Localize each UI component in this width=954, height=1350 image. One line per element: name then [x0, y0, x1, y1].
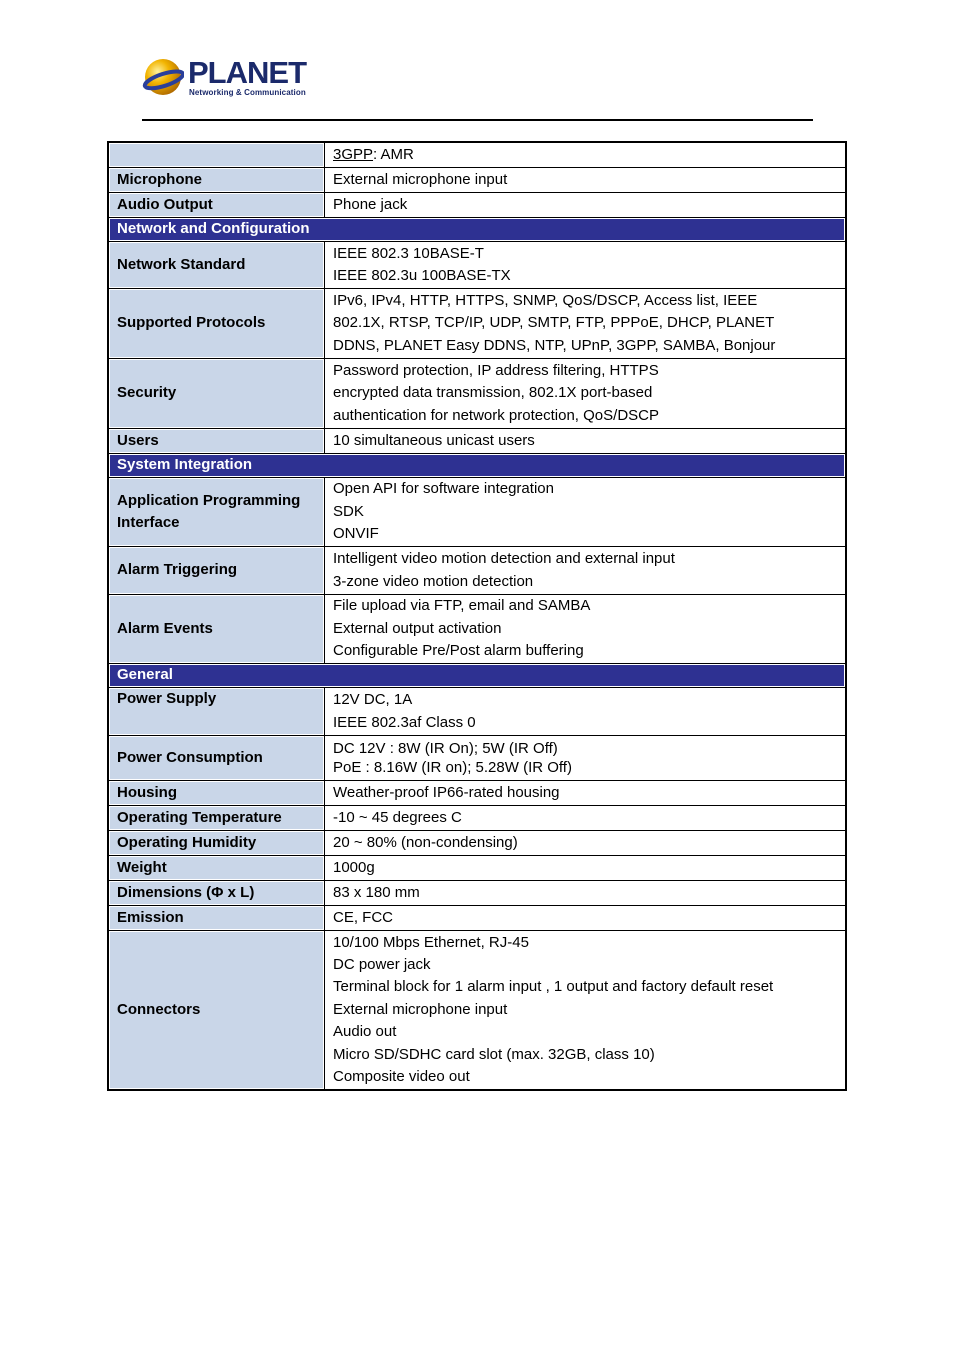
label-line: Application Programming — [117, 491, 301, 509]
table-row — [109, 193, 845, 218]
value-line: DC 12V : 8W (IR On); 5W (IR Off) — [333, 740, 558, 757]
value-line: DC power jack — [333, 955, 431, 973]
value-line: Intelligent video motion detection and external input — [333, 550, 675, 568]
spec-value — [325, 595, 845, 664]
table-row — [109, 806, 845, 831]
table-row — [109, 906, 845, 931]
section-title: System Integration — [109, 454, 845, 478]
value-line: File upload via FTP, email and SAMBA — [333, 597, 591, 615]
value-line: IEEE 802.3u 100BASE-TX — [333, 267, 511, 284]
spec-value — [325, 359, 845, 429]
spec-value — [325, 736, 845, 781]
brand-tagline: Networking & Communication — [189, 88, 306, 97]
value-line: Composite video out — [333, 1068, 470, 1086]
value-line: IPv6, IPv4, HTTP, HTTPS, SNMP, QoS/DSCP, Access list, IEEE — [333, 291, 758, 309]
value-line: SDK — [333, 502, 364, 520]
spec-label: Weight — [109, 856, 325, 881]
value-line: Terminal block for 1 alarm input , 1 output and factory default reset — [333, 978, 774, 996]
brand-name: PLANET — [188, 55, 306, 90]
spec-label: Operating Humidity — [109, 831, 325, 856]
section-title: General — [109, 664, 845, 688]
value-line: authentication for network protection, QoS/DSCP — [333, 406, 660, 424]
table-row — [109, 168, 845, 193]
value-line: Micro SD/SDHC card slot (max. 32GB, class 10) — [333, 1045, 655, 1063]
spec-value: 20 ~ 80% (non-condensing) — [325, 831, 845, 856]
table-row — [109, 547, 845, 595]
section-header — [109, 218, 845, 242]
spec-value — [325, 688, 845, 736]
value-line: PoE : 8.16W (IR on); 5.28W (IR Off) — [333, 759, 572, 776]
spec-value: 10 simultaneous unicast users — [325, 429, 845, 454]
spec-value — [325, 478, 845, 547]
spec-label: Alarm Events — [109, 595, 325, 664]
table-row — [109, 143, 845, 168]
spec-label: Audio Output — [109, 193, 325, 218]
spec-value: Weather-proof IP66-rated housing — [325, 781, 845, 806]
spec-value: -10 ~ 45 degrees C — [325, 806, 845, 831]
spec-label: Network Standard — [109, 242, 325, 289]
value-line: External output activation — [333, 619, 502, 637]
label-line: Interface — [117, 514, 180, 531]
value-line: 12V DC, 1A — [333, 691, 413, 709]
spec-value: 83 x 180 mm — [325, 881, 845, 906]
table-row — [109, 242, 845, 289]
spec-table — [107, 141, 847, 1091]
value-line: IEEE 802.3 10BASE-T — [333, 244, 484, 262]
value-text: : AMR — [373, 145, 414, 163]
value-line: Password protection, IP address filtering, HTTPS — [333, 361, 659, 379]
spec-label: Security — [109, 359, 325, 429]
spec-value: CE, FCC — [325, 906, 845, 931]
spec-label: Power Supply — [109, 688, 325, 736]
header-rule — [142, 119, 813, 121]
value-line: External microphone input — [333, 1000, 508, 1018]
spec-value: External microphone input — [325, 168, 845, 193]
section-header — [109, 454, 845, 478]
spec-label: Dimensions (Φ x L) — [109, 881, 325, 906]
table-row — [109, 688, 845, 736]
spec-label: Supported Protocols — [109, 289, 325, 359]
spec-label: Alarm Triggering — [109, 547, 325, 595]
spec-value — [325, 547, 845, 595]
spec-label — [109, 143, 325, 168]
spec-label: Operating Temperature — [109, 806, 325, 831]
spec-label: Emission — [109, 906, 325, 931]
spec-value — [325, 143, 845, 168]
table-row — [109, 781, 845, 806]
spec-label: Connectors — [109, 931, 325, 1089]
table-row — [109, 931, 845, 1089]
spec-value: 1000g — [325, 856, 845, 881]
planet-logo — [142, 55, 312, 101]
table-row — [109, 478, 845, 547]
spec-label: Housing — [109, 781, 325, 806]
value-line: 802.1X, RTSP, TCP/IP, UDP, SMTP, FTP, PPPoE, DHCP, PLANET — [333, 314, 775, 332]
value-link[interactable]: 3GPP — [333, 145, 374, 163]
value-line: 3-zone video motion detection — [333, 572, 534, 590]
spec-value — [325, 931, 845, 1089]
spec-label: Power Consumption — [109, 736, 325, 781]
spec-label — [109, 478, 325, 547]
value-line: Audio out — [333, 1023, 397, 1041]
value-line: Open API for software integration — [333, 480, 554, 498]
spec-value — [325, 289, 845, 359]
table-row — [109, 595, 845, 664]
spec-label: Microphone — [109, 168, 325, 193]
table-row — [109, 289, 845, 359]
value-line: 10/100 Mbps Ethernet, RJ-45 — [333, 933, 529, 951]
value-line: encrypted data transmission, 802.1X port-based — [333, 384, 653, 402]
value-line: DDNS, PLANET Easy DDNS, NTP, UPnP, 3GPP, SAMBA, Bonjour — [333, 336, 776, 354]
table-row — [109, 881, 845, 906]
value-line: ONVIF — [333, 525, 379, 543]
spec-value: Phone jack — [325, 193, 845, 218]
table-row — [109, 831, 845, 856]
planet-globe-icon — [142, 56, 184, 98]
value-line: IEEE 802.3af Class 0 — [333, 713, 476, 731]
section-header — [109, 664, 845, 688]
table-row — [109, 359, 845, 429]
spec-value — [325, 242, 845, 289]
section-title: Network and Configuration — [109, 218, 845, 242]
table-row — [109, 856, 845, 881]
spec-label: Users — [109, 429, 325, 454]
value-line: Configurable Pre/Post alarm buffering — [333, 642, 584, 660]
table-row — [109, 736, 845, 781]
table-row — [109, 429, 845, 454]
